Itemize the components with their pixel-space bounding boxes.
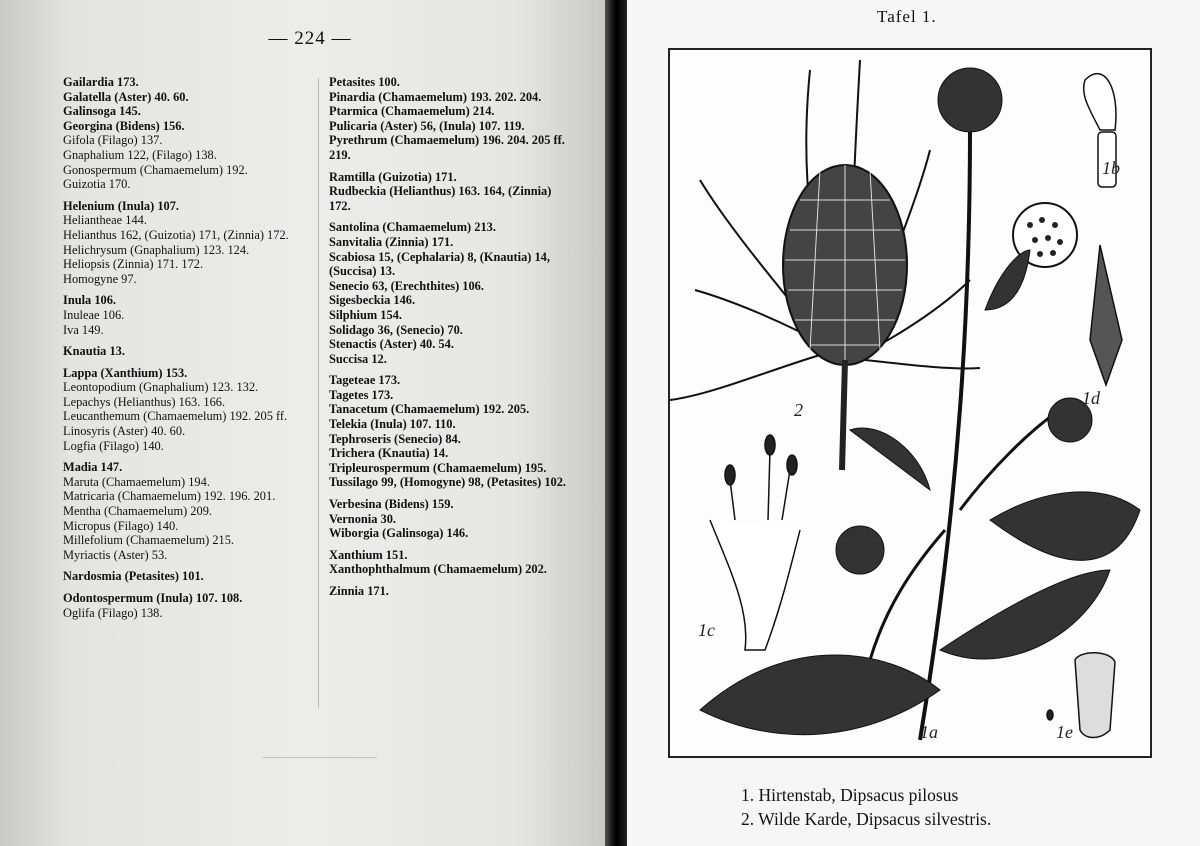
index-entry: Pinardia (Chamaemelum) 193. 202. 204. — [329, 89, 542, 104]
index-entry: Tripleurospermum (Chamaemelum) 195. — [329, 460, 547, 475]
index-entry: Lepachys (Helianthus) 163. 166. — [63, 394, 226, 409]
index-entry: Georgina (Bidens) 156. — [63, 118, 185, 133]
index-entry: Tussilago 99, (Homogyne) 98, (Petasites) 102. — [329, 475, 567, 490]
index-entry: Zinnia 171. — [329, 584, 389, 598]
index-entry: Trichera (Knautia) 14. — [329, 446, 449, 461]
index-entry: Xanthium 151. — [329, 547, 408, 562]
index-spacer — [329, 213, 571, 220]
index-entry: Rudbeckia (Helianthus) 163. 164, (Zinnia) 172. — [329, 184, 552, 213]
index-column-left — [63, 75, 309, 620]
index-entry: Petasites 100. — [329, 75, 400, 89]
index-entry: Mentha (Chamaemelum) 209. — [63, 504, 212, 519]
index-entry: Odontospermum (Inula) 107. 108. — [63, 591, 243, 605]
column-divider — [318, 78, 319, 708]
index-entry: Sanvitalia (Zinnia) 171. — [329, 234, 454, 249]
plate-page — [627, 0, 1200, 846]
detail-1c-illustration — [710, 435, 800, 650]
index-spacer — [329, 490, 571, 497]
index-entry: Succisa 12. — [329, 351, 387, 366]
index-entry: Inula 106. — [63, 293, 117, 308]
index-entry: Telekia (Inula) 107. 110. — [329, 417, 456, 432]
index-entry: Oglifa (Filago) 138. — [63, 605, 163, 620]
index-spacer — [63, 359, 309, 366]
plate-title: Tafel 1. — [877, 7, 937, 26]
figure-label-1d: 1d — [1082, 388, 1100, 408]
figure-label-1a: 1a — [920, 722, 938, 742]
index-spacer — [329, 163, 571, 170]
index-entry: Helichrysum (Gnaphalium) 123. 124. — [63, 242, 250, 257]
index-entry: Solidago 36, (Senecio) 70. — [329, 322, 463, 337]
index-entry: Tageteae 173. — [329, 373, 401, 388]
index-entry: Sigesbeckia 146. — [329, 293, 416, 308]
index-spacer — [63, 453, 309, 460]
index-entry: Gailardia 173. — [63, 75, 139, 89]
index-spacer — [63, 584, 309, 591]
index-entry: Vernonia 30. — [329, 511, 397, 526]
index-entry: Micropus (Filago) 140. — [63, 518, 179, 533]
index-entry: Guizotia 170. — [63, 177, 131, 192]
index-entry: Silphium 154. — [329, 307, 402, 322]
index-entry: Linosyris (Aster) 40. 60. — [63, 424, 186, 439]
page-number: — 224 — — [268, 28, 352, 49]
index-entry: Gonospermum (Chamaemelum) 192. — [63, 162, 248, 177]
index-entry: Pulicaria (Aster) 56, (Inula) 107. 119. — [329, 118, 525, 133]
index-entry: Gifola (Filago) 137. — [63, 133, 163, 148]
figure-label-1c: 1c — [698, 620, 715, 640]
index-entry: Knautia 13. — [63, 344, 125, 359]
index-entry: Nardosmia (Petasites) 101. — [63, 569, 204, 584]
plate-caption-2: 2. Wilde Karde, Dipsacus silvestris. — [741, 809, 992, 829]
index-entry: Santolina (Chamaemelum) 213. — [329, 220, 496, 235]
index-entry: Verbesina (Bidens) 159. — [329, 497, 454, 512]
teasel-head-illustration — [670, 60, 980, 470]
index-entry: Scabiosa 15, (Cephalaria) 8, (Knautia) 14, (Succisa) 13. — [329, 249, 550, 279]
detail-1d-illustration — [1090, 245, 1122, 385]
index-entry: Millefolium (Chamaemelum) 215. — [63, 533, 235, 548]
index-entry: Ptarmica (Chamaemelum) 214. — [329, 104, 495, 119]
index-entry: Heliopsis (Zinnia) 171. 172. — [63, 257, 204, 272]
index-spacer — [63, 337, 309, 344]
index-entry: Heliantheae 144. — [63, 213, 147, 228]
index-spacer — [63, 286, 309, 293]
figure-label-1e: 1e — [1056, 722, 1073, 742]
index-column-right — [329, 75, 571, 599]
index-entry: Stenactis (Aster) 40. 54. — [329, 337, 454, 352]
index-entry: Logfia (Filago) 140. — [63, 438, 164, 453]
index-entry: Leucanthemum (Chamaemelum) 192. 205 ff. — [63, 409, 288, 424]
index-spacer — [63, 192, 309, 199]
index-entry: Inuleae 106. — [63, 307, 125, 322]
index-entry: Gnaphalium 122, (Filago) 138. — [63, 147, 217, 162]
index-entry: Madia 147. — [63, 460, 123, 475]
index-entry: Xanthophthalmum (Chamaemelum) 202. — [329, 562, 547, 577]
index-entry: Leontopodium (Gnaphalium) 123. 132. — [63, 380, 259, 395]
plate-caption-1: 1. Hirtenstab, Dipsacus pilosus — [741, 785, 959, 805]
botanical-illustration — [670, 50, 1150, 756]
index-entry: Tagetes 173. — [329, 387, 394, 402]
index-spacer — [329, 541, 571, 548]
index-entry: Galatella (Aster) 40. 60. — [63, 89, 189, 104]
index-entry: Senecio 63, (Erechthites) 106. — [329, 278, 484, 293]
index-entry: Wiborgia (Galinsoga) 146. — [329, 526, 469, 541]
index-entry: Pyrethrum (Chamaemelum) 196. 204. 205 ff. 219. — [329, 133, 565, 162]
index-entry: Homogyne 97. — [63, 271, 137, 286]
footer-rule — [262, 757, 377, 758]
index-entry: Tephroseris (Senecio) 84. — [329, 431, 461, 446]
index-entry: Lappa (Xanthium) 153. — [63, 365, 188, 380]
index-entry: Matricaria (Chamaemelum) 192. 196. 201. — [63, 489, 276, 504]
index-entry: Galinsoga 145. — [63, 104, 141, 119]
index-spacer — [63, 562, 309, 569]
index-entry: Maruta (Chamaemelum) 194. — [63, 474, 210, 489]
index-entry: Helianthus 162, (Guizotia) 171, (Zinnia) 172. — [63, 227, 289, 242]
figure-label-2: 2 — [794, 400, 803, 420]
book-gutter — [605, 0, 627, 846]
index-entry: Helenium (Inula) 107. — [63, 198, 179, 213]
index-entry: Iva 149. — [63, 322, 104, 337]
index-entry: Myriactis (Aster) 53. — [63, 547, 168, 562]
figure-label-1b: 1b — [1102, 158, 1120, 178]
index-entry: Tanacetum (Chamaemelum) 192. 205. — [329, 402, 530, 417]
index-spacer — [329, 366, 571, 373]
botanical-plate — [668, 48, 1152, 758]
index-entry: Ramtilla (Guizotia) 171. — [329, 169, 457, 184]
index-spacer — [329, 577, 571, 584]
